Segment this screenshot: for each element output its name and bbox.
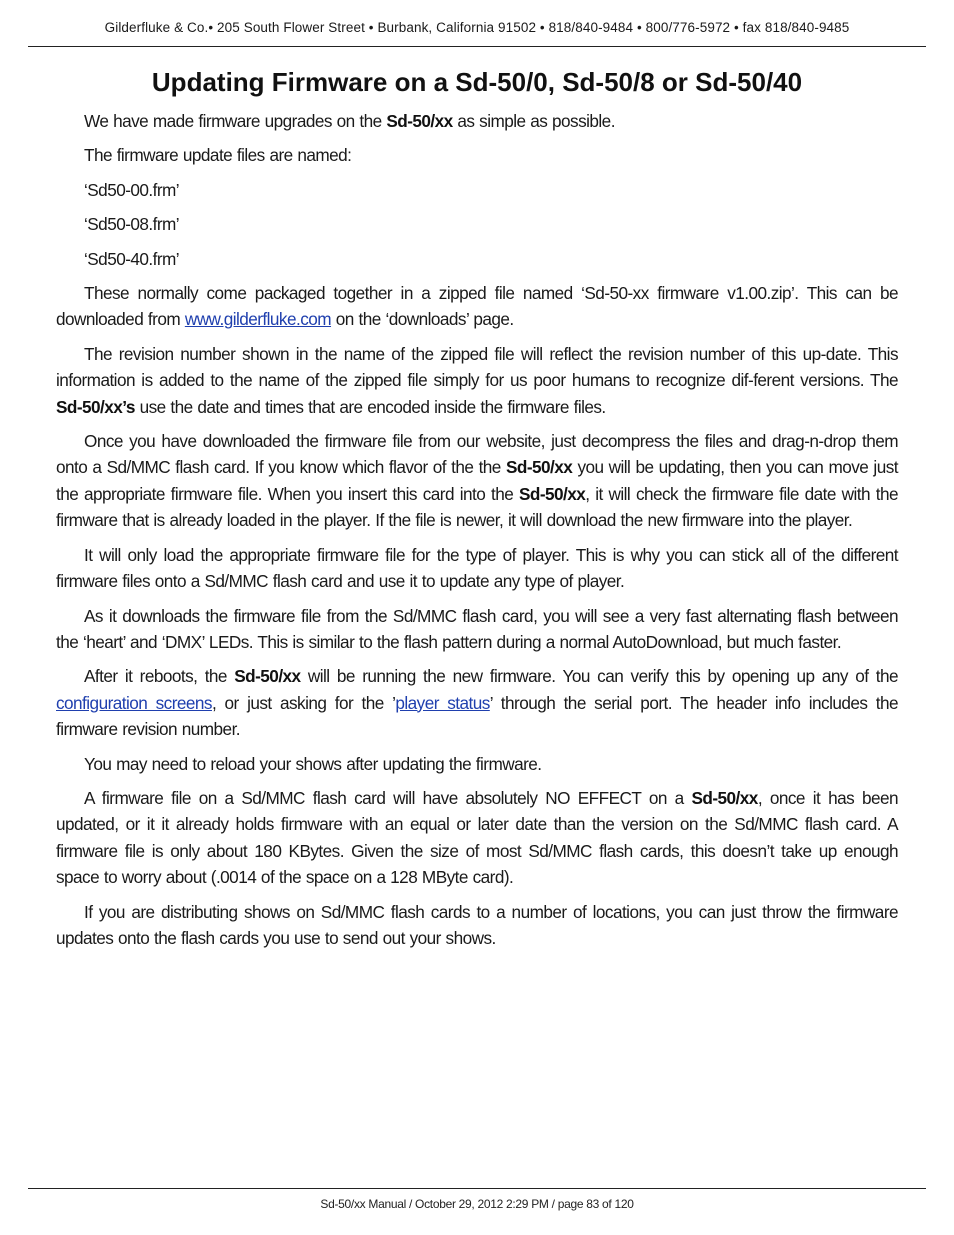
text-run: you will be updating, then you can move just the appropriate firmware file. When you insert this card into the [56,457,898,504]
text-run: We have made firmware upgrades on the [84,111,387,131]
text-run: , once it has been updated, or it it already holds firmware with an equal or later date than the version on the Sd/MMC flash card. A firmware file is only about 180 KBytes. Given the size of most Sd/MMC flash cards, this doesn’t take up enough space to worry about (.0014 of the space on a 128 MByte card). [56,787,898,888]
text-run: use the date and times that are encoded inside the firmware files. [134,396,606,417]
configuration-screens-link[interactable]: configuration screens [56,692,212,713]
footer-divider [28,1188,926,1189]
product-name: Sd-50/xx [386,111,453,131]
product-name: Sd-50/xx [505,457,573,478]
text-run: , or just asking for the ’ [211,692,396,713]
page-footer: Sd-50/xx Manual / October 29, 2012 2:29 PM / page 83 of 120 [320,1197,634,1211]
product-name: Sd-50/xx’s [56,396,135,417]
paragraph-no-effect [56,785,898,891]
paragraph-player-type: It will only load the appropriate firmware file for the type of player. This is why you can stick all of the different firmware files onto a Sd/MMC flash card and use it to update any type of player. [56,544,898,592]
page-title: Updating Firmware on a Sd-50/0, Sd-50/8 or Sd-50/40 [151,67,803,97]
file-name-item: ‘Sd50-00.frm’ [84,179,180,200]
text-run: on the ‘downloads’ page. [331,309,514,330]
gilderfluke-website-link[interactable]: www.gilderfluke.com [184,309,332,330]
text-run: Once you have downloaded the firmware file from our website, just decompress the files and drag-n-drop them onto a Sd/MMC flash card. If you know which flavor of the the [56,431,898,478]
text-run: A firmware file on a Sd/MMC flash card will have absolutely NO EFFECT on a [84,787,692,808]
document-body [56,108,898,959]
paragraph-distributing: If you are distributing shows on Sd/MMC flash cards to a number of locations, you can just throw the firmware updates onto the flash cards you use to send out your shows. [56,901,898,948]
paragraph-revision [56,341,898,420]
text-run: ’ through the serial port. The header info includes the firmware revision number. [56,692,899,740]
paragraph-install [56,428,898,534]
text-run: will be running the new firmware. You can verify this by opening up any of the [300,666,898,687]
text-run: After it reboots, the [84,666,235,687]
text-run: , it will check the firmware file date with the firmware that is already loaded in the player. If the file is newer, it will download the new firmware into the player. [56,483,898,531]
file-name-item: ‘Sd50-08.frm’ [84,214,180,235]
product-name: Sd-50/xx [234,666,301,687]
paragraph-file-names: The firmware update files are named: [84,145,352,166]
text-run: These normally come packaged together in a zipped file named ‘Sd-50-xx firmware v1.00.zip’. This can be downloaded from [56,283,898,330]
header-divider [28,46,926,47]
paragraph-reboot [56,663,898,742]
page-header: Gilderfluke & Co.• 205 South Flower Street • Burbank, California 91502 • 818/840-9484 • 800/776-5972 • fax 818/840-9485 [104,20,850,35]
product-name: Sd-50/xx [518,483,586,504]
player-status-link[interactable]: player status [395,692,490,713]
text-run: The revision number shown in the name of the zipped file will reflect the revision number of this up-date. This information is added to the name of the zipped file simply for us poor humans to recognize dif-ferent versions. The [56,343,898,391]
product-name: Sd-50/xx [691,787,758,808]
text-run: as simple as possible. [452,111,615,131]
paragraph-download [56,280,898,333]
paragraph-led-flash: As it downloads the firmware file from the Sd/MMC flash card, you will see a very fast alternating flash between the ‘heart’ and ‘DMX’ LEDs. This is similar to the flash pattern during a normal AutoDownload, but much faster. [56,605,898,652]
paragraph-intro [56,108,898,134]
file-name-item: ‘Sd50-40.frm’ [84,248,180,269]
paragraph-reload-shows: You may need to reload your shows after updating the firmware. [84,753,542,774]
